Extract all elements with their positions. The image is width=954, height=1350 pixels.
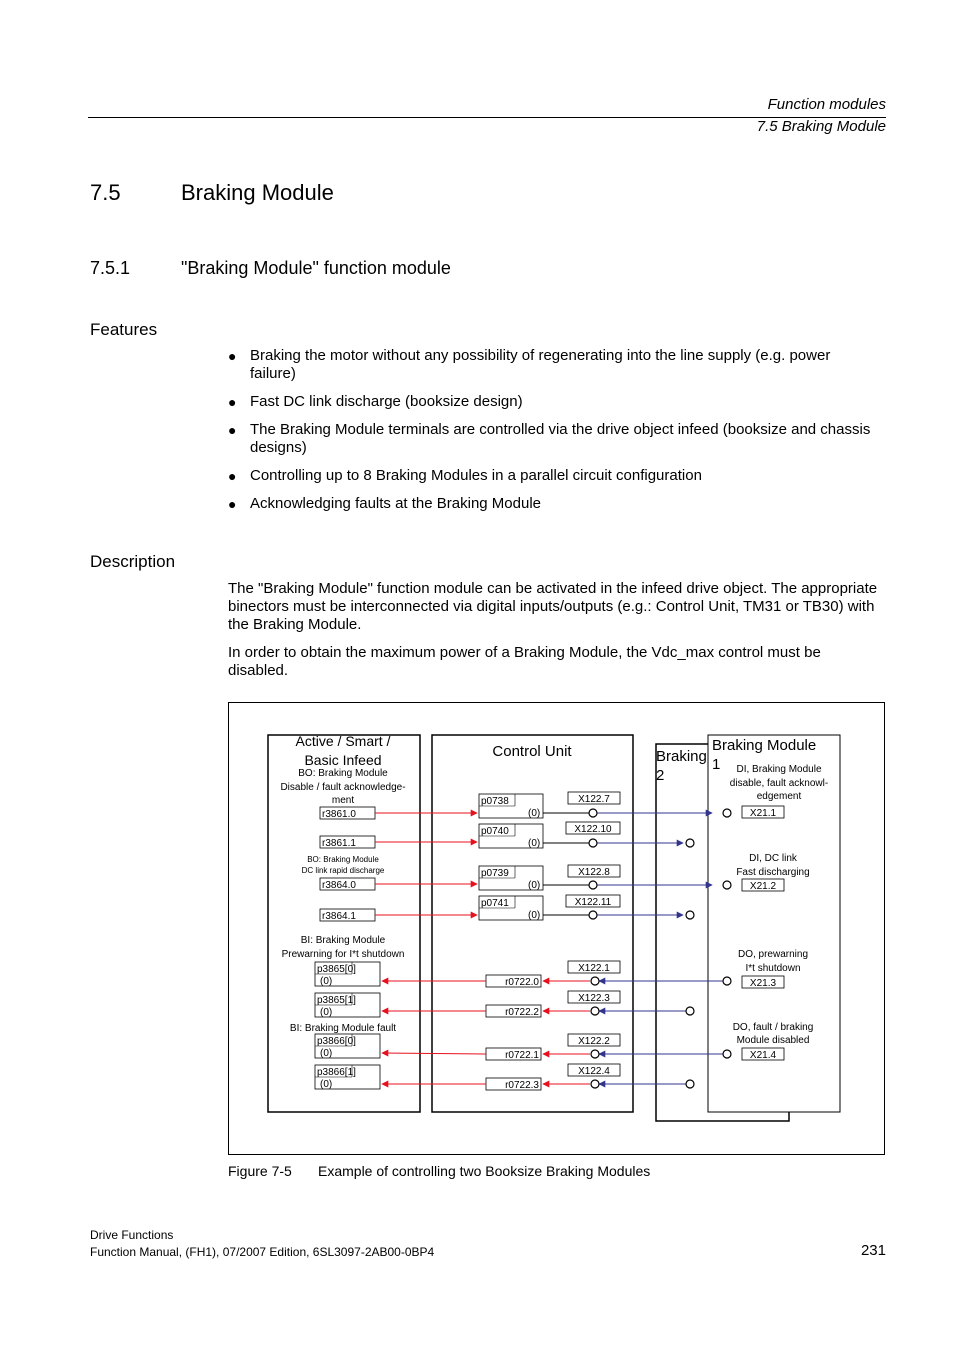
- infeed-input-p3865-0: [315, 962, 380, 987]
- bm1-do2-line2: Module disabled: [736, 1035, 810, 1046]
- svg-text:X122.2: X122.2: [578, 1036, 610, 1047]
- bm1-title-1: Braking Module: [712, 737, 817, 754]
- bullet-text: Braking the motor without any possibility of regenerating into the line supply (e.g. power failure): [250, 347, 831, 382]
- svg-text:X122.3: X122.3: [578, 993, 610, 1004]
- section-title: Braking Module: [181, 180, 334, 205]
- svg-text:(0): (0): [320, 976, 333, 987]
- svg-text:p3866[1]: p3866[1]: [317, 1067, 356, 1078]
- header-section: 7.5 Braking Module: [756, 118, 886, 135]
- svg-text:r3861.1: r3861.1: [322, 838, 356, 849]
- bm1-terminal-X21-2: [742, 879, 784, 892]
- terminal-circle: [723, 809, 731, 817]
- cu-param-p0740: [479, 824, 543, 849]
- svg-text:X122.7: X122.7: [578, 794, 610, 805]
- bullet-icon: ●: [228, 394, 237, 410]
- svg-text:p0740: p0740: [481, 826, 509, 837]
- terminal-circle: [589, 809, 597, 817]
- terminal-circle: [591, 1007, 599, 1015]
- svg-text:p3865[1]: p3865[1]: [317, 995, 356, 1006]
- svg-text:r0722.2: r0722.2: [505, 1007, 539, 1018]
- infeed-bi1-line2: Prewarning for I*t shutdown: [281, 949, 405, 960]
- svg-text:r3861.0: r3861.0: [322, 809, 356, 820]
- bm1-do1-line2: I*t shutdown: [745, 963, 801, 974]
- infeed-output-r3864-0: [320, 878, 375, 891]
- terminal-circle: [686, 1007, 694, 1015]
- svg-text:p0739: p0739: [481, 868, 509, 879]
- terminal-circle: [591, 1080, 599, 1088]
- bullet-text: Fast DC link discharge (booksize design): [250, 393, 523, 410]
- bm1-do1-line1: DO, prewarning: [737, 949, 809, 960]
- terminal-circle: [589, 881, 597, 889]
- infeed-bo1-line1: BO: Braking Module: [298, 768, 388, 779]
- infeed-input-p3866-1: [315, 1065, 380, 1090]
- svg-text:(0): (0): [528, 910, 541, 921]
- infeed-bi1-line1: BI: Braking Module: [300, 935, 386, 946]
- svg-text:r0722.0: r0722.0: [505, 977, 539, 988]
- svg-text:(0): (0): [320, 1007, 333, 1018]
- bm1-di1-line3: edgement: [756, 791, 802, 802]
- bm1-do2-line1: DO, fault / braking: [732, 1022, 814, 1033]
- description-paragraph-1: The "Braking Module" function module can be activated in the infeed drive object. The appropriate binectors must be interconnected via digital inputs/outputs (e.g.: Control Unit, TM31 or TB30) with the Braking Module.: [228, 580, 878, 633]
- bullet-icon: ●: [228, 422, 237, 438]
- svg-text:X122.11: X122.11: [574, 897, 612, 908]
- svg-text:r0722.3: r0722.3: [505, 1080, 539, 1091]
- description-heading: Description: [90, 552, 176, 571]
- infeed-bo2-line1: BO: Braking Module: [307, 855, 379, 864]
- svg-text:X122.8: X122.8: [578, 867, 610, 878]
- svg-text:p3865[0]: p3865[0]: [317, 964, 356, 975]
- svg-text:X122.10: X122.10: [574, 824, 612, 835]
- svg-text:(0): (0): [528, 838, 541, 849]
- infeed-output-r3864-1: [320, 909, 375, 922]
- infeed-output-r3861-0: [320, 807, 375, 820]
- svg-text:X21.4: X21.4: [749, 1050, 777, 1061]
- svg-text:X21.3: X21.3: [749, 978, 777, 989]
- svg-text:X122.1: X122.1: [578, 963, 610, 974]
- footer-line-1: Drive Functions: [90, 1228, 174, 1242]
- svg-text:p0738: p0738: [481, 796, 509, 807]
- cu-terminal-X122-11: [566, 895, 620, 908]
- infeed-output-r3861-1: [320, 836, 375, 849]
- figure-label: Figure 7-5: [228, 1163, 292, 1179]
- bullet-text: The Braking Module terminals are controlled via the drive object infeed (booksize and chassis designs): [250, 421, 871, 456]
- cu-terminal-X122-10: [566, 822, 620, 835]
- bullet-icon: ●: [228, 496, 237, 512]
- infeed-bi2-label: BI: Braking Module fault: [289, 1023, 397, 1034]
- terminal-circle: [686, 911, 694, 919]
- svg-text:X21.2: X21.2: [749, 881, 777, 892]
- terminal-circle: [723, 881, 731, 889]
- bm1-title-2: 1: [712, 756, 721, 773]
- bm1-terminal-X21-1: [742, 806, 784, 819]
- svg-text:(0): (0): [528, 880, 541, 891]
- terminal-circle: [686, 1080, 694, 1088]
- svg-text:X21.1: X21.1: [749, 808, 777, 819]
- svg-text:(0): (0): [320, 1048, 333, 1059]
- bm1-di1-line2: disable, fault acknowl-: [729, 778, 829, 789]
- bm2-title-1: Braking: [656, 748, 707, 765]
- svg-text:r3864.0: r3864.0: [322, 880, 356, 891]
- subsection-number: 7.5.1: [90, 258, 131, 278]
- page-number: 231: [860, 1242, 886, 1259]
- svg-text:(0): (0): [528, 808, 541, 819]
- subsection-title: "Braking Module" function module: [181, 258, 451, 278]
- cu-terminal-X122-7: [568, 792, 620, 805]
- terminal-circle: [686, 839, 694, 847]
- svg-text:p3866[0]: p3866[0]: [317, 1036, 356, 1047]
- bullet-icon: ●: [228, 348, 237, 364]
- bullet-text: Acknowledging faults at the Braking Module: [250, 495, 542, 512]
- cu-param-p0739: [479, 866, 543, 891]
- description-paragraph-2: In order to obtain the maximum power of a Braking Module, the Vdc_max control must be disabled.: [228, 644, 821, 679]
- terminal-circle: [591, 1050, 599, 1058]
- infeed-bo1-line3: ment: [331, 795, 355, 806]
- svg-text:p0741: p0741: [481, 898, 509, 909]
- control-unit-title: Control Unit: [492, 743, 572, 760]
- section-number: 7.5: [90, 180, 121, 205]
- bm1-terminal-X21-3: [742, 976, 784, 989]
- cu-terminal-X122-8: [568, 865, 620, 878]
- infeed-title-1: Active / Smart /: [295, 733, 391, 749]
- bullet-icon: ●: [228, 468, 237, 484]
- footer-line-2: Function Manual, (FH1), 07/2007 Edition, 6SL3097-2AB00-0BP4: [90, 1245, 435, 1259]
- bullet-text: Controlling up to 8 Braking Modules in a parallel circuit configuration: [250, 467, 702, 484]
- cu-param-p0738: [479, 794, 543, 819]
- bm1-terminal-X21-4: [742, 1048, 784, 1061]
- svg-text:X122.4: X122.4: [578, 1066, 610, 1077]
- features-heading: Features: [90, 320, 158, 339]
- bm1-di1-line1: DI, Braking Module: [736, 764, 822, 775]
- infeed-input-p3865-1: [315, 993, 380, 1018]
- infeed-bo2-line2: DC link rapid discharge: [301, 866, 385, 875]
- bm2-title-2: 2: [656, 767, 665, 784]
- svg-text:r3864.1: r3864.1: [322, 911, 356, 922]
- infeed-input-p3866-0: [315, 1034, 380, 1059]
- infeed-bo1-line2: Disable / fault acknowledge-: [280, 782, 406, 793]
- cu-param-p0741: [479, 896, 543, 921]
- figure-caption: Example of controlling two Booksize Braking Modules: [318, 1163, 651, 1179]
- header-chapter: Function modules: [767, 96, 886, 113]
- terminal-circle: [723, 977, 731, 985]
- terminal-circle: [723, 1050, 731, 1058]
- svg-text:(0): (0): [320, 1079, 333, 1090]
- infeed-title-2: Basic Infeed: [304, 752, 382, 768]
- terminal-circle: [589, 839, 597, 847]
- bm1-di2-line1: DI, DC link: [749, 853, 797, 864]
- bm1-di2-line2: Fast discharging: [736, 867, 810, 878]
- terminal-circle: [589, 911, 597, 919]
- svg-text:r0722.1: r0722.1: [505, 1050, 539, 1061]
- terminal-circle: [591, 977, 599, 985]
